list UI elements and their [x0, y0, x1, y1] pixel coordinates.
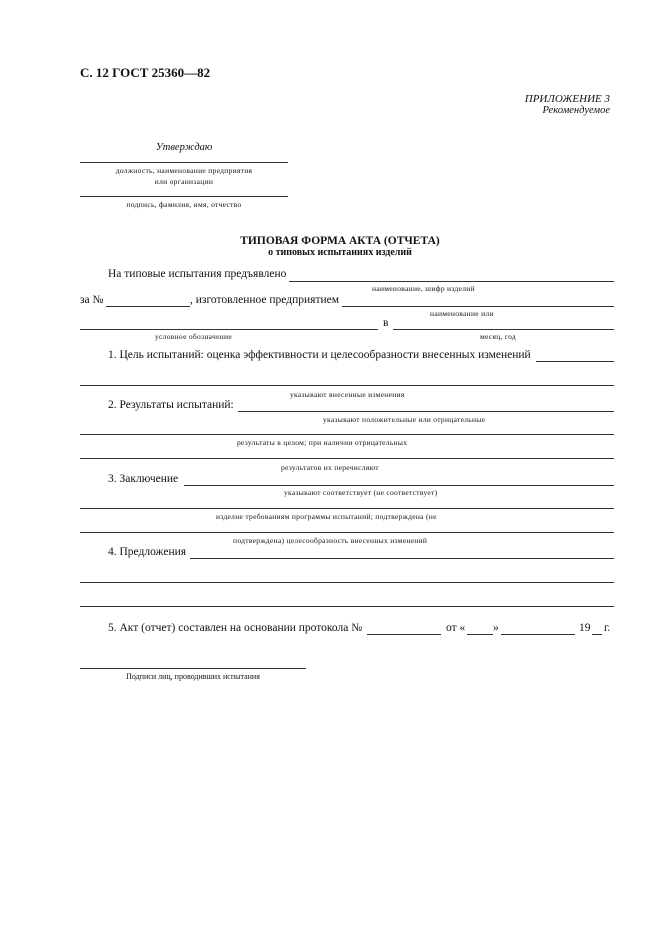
- page-header: С. 12 ГОСТ 25360—82: [80, 65, 211, 80]
- item-4-line-a: [190, 558, 614, 559]
- item-3-line-a: [184, 485, 614, 486]
- item-5-close-quote: »: [493, 622, 499, 634]
- appendix-title: ПРИЛОЖЕНИЕ 3: [524, 93, 610, 105]
- item-3-hint-1: указывают соответствует (не соответствует): [284, 488, 438, 497]
- item-5-text: 5. Акт (отчет) составлен на основании протокола №: [108, 622, 363, 634]
- month-line: [501, 634, 575, 635]
- v-label: в: [383, 317, 389, 329]
- manufacturer-line: [342, 306, 614, 307]
- hint-designation: условное обозначение: [155, 332, 232, 341]
- hint-month-year: месяц, год: [480, 332, 517, 341]
- designation-line: [80, 329, 378, 330]
- protocol-number-line: [367, 634, 441, 635]
- approval-hint-position: должность, наименование предприятия: [115, 166, 253, 175]
- item-4-text: 4. Предложения: [108, 546, 187, 558]
- item-3-line-c: [80, 532, 614, 533]
- item-2-hint-2: результаты в целом; при наличии отрицательных: [237, 438, 408, 447]
- item-5-year-prefix: 19: [579, 622, 591, 634]
- item-4-line-b: [80, 582, 614, 583]
- form-title: ТИПОВАЯ ФОРМА АКТА (ОТЧЕТА): [240, 235, 440, 247]
- form-subtitle: о типовых испытаниях изделий: [268, 247, 412, 258]
- item-1-line-a: [536, 361, 614, 362]
- item-1-line-b: [80, 385, 614, 386]
- approval-hint-signature: подпись, фамилия, имя, отчество: [126, 200, 242, 209]
- item-5-g: г.: [604, 622, 611, 634]
- za-no-label: за №: [80, 294, 104, 306]
- item-2-line-a: [238, 411, 614, 412]
- item-3-line-b: [80, 508, 614, 509]
- item-1-text: 1. Цель испытаний: оценка эффективности и целесообразности внесенных изменений: [108, 349, 531, 361]
- approval-hint-organization: или организации: [154, 177, 214, 186]
- item-3-hint-2: изделие требованиям программы испытаний; подтверждена (не: [216, 512, 437, 521]
- item-2-line-b: [80, 434, 614, 435]
- approval-position-line: [80, 162, 288, 163]
- approval-title: Утверждаю: [155, 142, 213, 153]
- intro-line-1: На типовые испытания предъявлено: [108, 268, 287, 280]
- month-year-line: [393, 329, 614, 330]
- signatures-line: [80, 668, 306, 669]
- item-4-line-c: [80, 606, 614, 607]
- item-1-hint: указывают внесенные изменения: [290, 390, 405, 399]
- appendix-subtitle: Рекомендуемое: [542, 105, 610, 116]
- approval-signature-line: [80, 196, 288, 197]
- hint-manufacturer: наименование или: [430, 309, 494, 318]
- item-2-hint-1: указывают положительные или отрицательные: [323, 415, 486, 424]
- hint-product-name: наименование, шифр изделий: [372, 284, 475, 293]
- item-2-text: 2. Результаты испытаний:: [108, 399, 234, 411]
- signatures-label: Подписи лиц, проводивших испытания: [126, 672, 260, 681]
- item-2-line-c: [80, 458, 614, 459]
- item-2-hint-3: результатов их перечисляют: [281, 463, 379, 472]
- number-line: [106, 306, 190, 307]
- item-3-text: 3. Заключение: [108, 473, 179, 485]
- item-5-ot: от «: [446, 622, 466, 634]
- made-by-label: , изготовленное предприятием: [190, 294, 340, 306]
- year-line: [592, 634, 602, 635]
- product-name-line: [289, 281, 614, 282]
- item-3-hint-3: подтверждена) целесообразность внесенных изменений: [233, 536, 428, 545]
- day-line: [467, 634, 493, 635]
